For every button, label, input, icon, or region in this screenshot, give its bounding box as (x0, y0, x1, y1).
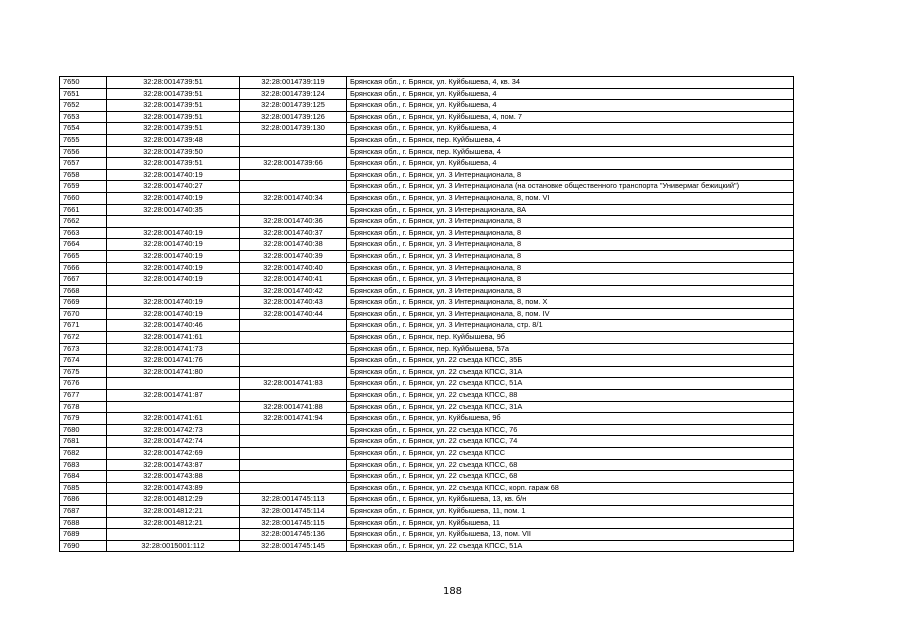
row-number-cell: 7663 (60, 227, 107, 239)
parcel-number-cell: 32:28:0014740:19 (107, 274, 240, 286)
table-row (60, 111, 794, 123)
object-number-cell: 32:28:0014739:126 (240, 111, 347, 123)
row-number-cell: 7654 (60, 123, 107, 135)
row-number-cell: 7661 (60, 204, 107, 216)
row-number-cell: 7676 (60, 378, 107, 390)
address-cell: Брянская обл., г. Брянск, ул. 3 Интернационала, 8, пом. X (347, 297, 794, 309)
parcel-number-cell: 32:28:0014740:19 (107, 250, 240, 262)
row-number-cell: 7682 (60, 448, 107, 460)
row-number-cell: 7689 (60, 529, 107, 541)
address-cell: Брянская обл., г. Брянск, ул. 22 съезда КПСС, 31А (347, 401, 794, 413)
parcel-number-cell (107, 401, 240, 413)
address-cell: Брянская обл., г. Брянск, ул. 3 Интернационала, 8, пом. VI (347, 192, 794, 204)
address-cell: Брянская обл., г. Брянск, ул. 22 съезда КПСС, 74 (347, 436, 794, 448)
object-number-cell (240, 366, 347, 378)
parcel-number-cell: 32:28:0014743:89 (107, 482, 240, 494)
row-number-cell: 7665 (60, 250, 107, 262)
parcel-number-cell: 32:28:0014741:87 (107, 390, 240, 402)
row-number-cell: 7688 (60, 517, 107, 529)
row-number-cell: 7660 (60, 192, 107, 204)
object-number-cell (240, 471, 347, 483)
row-number-cell: 7669 (60, 297, 107, 309)
table-row (60, 308, 794, 320)
object-number-cell (240, 343, 347, 355)
table-row (60, 146, 794, 158)
address-cell: Брянская обл., г. Брянск, ул. Куйбышева, 4, кв. 34 (347, 77, 794, 89)
parcel-number-cell: 32:28:0014739:50 (107, 146, 240, 158)
object-number-cell: 32:28:0014745:115 (240, 517, 347, 529)
address-cell: Брянская обл., г. Брянск, ул. Куйбышева, 4 (347, 100, 794, 112)
address-cell: Брянская обл., г. Брянск, ул. 3 Интернационала, 8 (347, 285, 794, 297)
address-cell: Брянская обл., г. Брянск, ул. 3 Интернационала, 8А (347, 204, 794, 216)
property-table-body (60, 77, 794, 552)
table-row (60, 471, 794, 483)
row-number-cell: 7667 (60, 274, 107, 286)
object-number-cell: 32:28:0014745:136 (240, 529, 347, 541)
address-cell: Брянская обл., г. Брянск, ул. 3 Интернационала, 8, пом. IV (347, 308, 794, 320)
parcel-number-cell: 32:28:0014740:19 (107, 192, 240, 204)
table-row (60, 355, 794, 367)
parcel-number-cell: 32:28:0014743:87 (107, 459, 240, 471)
address-cell: Брянская обл., г. Брянск, ул. Куйбышева, 4 (347, 88, 794, 100)
row-number-cell: 7680 (60, 424, 107, 436)
table-row (60, 401, 794, 413)
object-number-cell (240, 459, 347, 471)
object-number-cell: 32:28:0014741:88 (240, 401, 347, 413)
row-number-cell: 7686 (60, 494, 107, 506)
table-row (60, 285, 794, 297)
object-number-cell: 32:28:0014740:41 (240, 274, 347, 286)
object-number-cell: 32:28:0014740:34 (240, 192, 347, 204)
row-number-cell: 7655 (60, 134, 107, 146)
table-row (60, 320, 794, 332)
row-number-cell: 7658 (60, 169, 107, 181)
table-row (60, 540, 794, 552)
table-row (60, 436, 794, 448)
row-number-cell: 7681 (60, 436, 107, 448)
address-cell: Брянская обл., г. Брянск, ул. 3 Интернационала, стр. 8/1 (347, 320, 794, 332)
parcel-number-cell (107, 529, 240, 541)
table-row (60, 181, 794, 193)
parcel-number-cell: 32:28:0014739:51 (107, 123, 240, 135)
table-row (60, 100, 794, 112)
row-number-cell: 7677 (60, 390, 107, 402)
table-row (60, 134, 794, 146)
parcel-number-cell (107, 285, 240, 297)
address-cell: Брянская обл., г. Брянск, ул. 22 съезда КПСС, 35Б (347, 355, 794, 367)
row-number-cell: 7684 (60, 471, 107, 483)
parcel-number-cell: 32:28:0014812:21 (107, 517, 240, 529)
table-row (60, 343, 794, 355)
property-table (59, 76, 794, 552)
object-number-cell: 32:28:0014740:44 (240, 308, 347, 320)
row-number-cell: 7671 (60, 320, 107, 332)
row-number-cell: 7685 (60, 482, 107, 494)
row-number-cell: 7673 (60, 343, 107, 355)
object-number-cell (240, 436, 347, 448)
address-cell: Брянская обл., г. Брянск, ул. 22 съезда КПСС, корп. гараж 68 (347, 482, 794, 494)
object-number-cell: 32:28:0014740:39 (240, 250, 347, 262)
object-number-cell (240, 482, 347, 494)
parcel-number-cell: 32:28:0015001:112 (107, 540, 240, 552)
parcel-number-cell: 32:28:0014739:48 (107, 134, 240, 146)
address-cell: Брянская обл., г. Брянск, ул. Куйбышева, 4 (347, 123, 794, 135)
address-cell: Брянская обл., г. Брянск, пер. Куйбышева, 4 (347, 146, 794, 158)
table-row (60, 250, 794, 262)
parcel-number-cell: 32:28:0014740:46 (107, 320, 240, 332)
row-number-cell: 7679 (60, 413, 107, 425)
parcel-number-cell: 32:28:0014741:80 (107, 366, 240, 378)
row-number-cell: 7683 (60, 459, 107, 471)
parcel-number-cell: 32:28:0014741:61 (107, 413, 240, 425)
address-cell: Брянская обл., г. Брянск, ул. 3 Интернационала, 8 (347, 250, 794, 262)
object-number-cell: 32:28:0014745:145 (240, 540, 347, 552)
parcel-number-cell: 32:28:0014742:74 (107, 436, 240, 448)
object-number-cell (240, 134, 347, 146)
row-number-cell: 7666 (60, 262, 107, 274)
object-number-cell: 32:28:0014740:38 (240, 239, 347, 251)
table-row (60, 529, 794, 541)
parcel-number-cell: 32:28:0014741:76 (107, 355, 240, 367)
address-cell: Брянская обл., г. Брянск, ул. 22 съезда КПСС, 31А (347, 366, 794, 378)
object-number-cell (240, 355, 347, 367)
row-number-cell: 7678 (60, 401, 107, 413)
row-number-cell: 7651 (60, 88, 107, 100)
object-number-cell: 32:28:0014740:42 (240, 285, 347, 297)
object-number-cell: 32:28:0014739:66 (240, 158, 347, 170)
row-number-cell: 7664 (60, 239, 107, 251)
row-number-cell: 7675 (60, 366, 107, 378)
row-number-cell: 7659 (60, 181, 107, 193)
address-cell: Брянская обл., г. Брянск, ул. Куйбышева, 13, пом. VII (347, 529, 794, 541)
object-number-cell (240, 332, 347, 344)
parcel-number-cell: 32:28:0014740:19 (107, 262, 240, 274)
table-row (60, 448, 794, 460)
table-row (60, 123, 794, 135)
object-number-cell: 32:28:0014745:114 (240, 505, 347, 517)
object-number-cell (240, 204, 347, 216)
parcel-number-cell: 32:28:0014742:69 (107, 448, 240, 460)
address-cell: Брянская обл., г. Брянск, ул. 22 съезда КПСС, 68 (347, 471, 794, 483)
object-number-cell: 32:28:0014739:124 (240, 88, 347, 100)
address-cell: Брянская обл., г. Брянск, ул. 3 Интернационала, 8 (347, 274, 794, 286)
parcel-number-cell: 32:28:0014740:19 (107, 169, 240, 181)
address-cell: Брянская обл., г. Брянск, ул. Куйбышева, 11 (347, 517, 794, 529)
object-number-cell: 32:28:0014739:119 (240, 77, 347, 89)
address-cell: Брянская обл., г. Брянск, ул. 22 съезда КПСС, 51А (347, 378, 794, 390)
parcel-number-cell: 32:28:0014740:19 (107, 227, 240, 239)
address-cell: Брянская обл., г. Брянск, ул. 3 Интернационала, 8 (347, 239, 794, 251)
table-row (60, 158, 794, 170)
table-row (60, 297, 794, 309)
parcel-number-cell (107, 216, 240, 228)
object-number-cell (240, 320, 347, 332)
parcel-number-cell: 32:28:0014739:51 (107, 100, 240, 112)
object-number-cell (240, 448, 347, 460)
row-number-cell: 7670 (60, 308, 107, 320)
address-cell: Брянская обл., г. Брянск, ул. 3 Интернационала (на остановке общественного транспорта "Универмаг бежицкий") (347, 181, 794, 193)
table-row (60, 239, 794, 251)
row-number-cell: 7668 (60, 285, 107, 297)
parcel-number-cell: 32:28:0014739:51 (107, 158, 240, 170)
parcel-number-cell: 32:28:0014743:88 (107, 471, 240, 483)
object-number-cell: 32:28:0014739:130 (240, 123, 347, 135)
address-cell: Брянская обл., г. Брянск, ул. 22 съезда КПСС, 76 (347, 424, 794, 436)
table-row (60, 413, 794, 425)
address-cell: Брянская обл., г. Брянск, ул. 22 съезда КПСС, 88 (347, 390, 794, 402)
table-row (60, 505, 794, 517)
object-number-cell (240, 146, 347, 158)
table-row (60, 517, 794, 529)
parcel-number-cell: 32:28:0014740:19 (107, 239, 240, 251)
object-number-cell: 32:28:0014745:113 (240, 494, 347, 506)
row-number-cell: 7652 (60, 100, 107, 112)
row-number-cell: 7674 (60, 355, 107, 367)
table-row (60, 378, 794, 390)
parcel-number-cell (107, 378, 240, 390)
parcel-number-cell: 32:28:0014741:73 (107, 343, 240, 355)
parcel-number-cell: 32:28:0014740:27 (107, 181, 240, 193)
object-number-cell: 32:28:0014741:83 (240, 378, 347, 390)
table-row (60, 494, 794, 506)
table-row (60, 366, 794, 378)
parcel-number-cell: 32:28:0014740:35 (107, 204, 240, 216)
table-row (60, 459, 794, 471)
object-number-cell: 32:28:0014740:37 (240, 227, 347, 239)
parcel-number-cell: 32:28:0014739:51 (107, 88, 240, 100)
object-number-cell: 32:28:0014740:36 (240, 216, 347, 228)
address-cell: Брянская обл., г. Брянск, пер. Куйбышева, 4 (347, 134, 794, 146)
object-number-cell (240, 390, 347, 402)
table-row (60, 216, 794, 228)
address-cell: Брянская обл., г. Брянск, ул. 3 Интернационала, 8 (347, 227, 794, 239)
object-number-cell: 32:28:0014739:125 (240, 100, 347, 112)
object-number-cell (240, 169, 347, 181)
address-cell: Брянская обл., г. Брянск, ул. Куйбышева, 13, кв. б/н (347, 494, 794, 506)
object-number-cell: 32:28:0014741:94 (240, 413, 347, 425)
address-cell: Брянская обл., г. Брянск, пер. Куйбышева, 57а (347, 343, 794, 355)
table-row (60, 274, 794, 286)
row-number-cell: 7653 (60, 111, 107, 123)
address-cell: Брянская обл., г. Брянск, ул. Куйбышева, 9б (347, 413, 794, 425)
parcel-number-cell: 32:28:0014739:51 (107, 111, 240, 123)
parcel-number-cell: 32:28:0014739:51 (107, 77, 240, 89)
parcel-number-cell: 32:28:0014812:29 (107, 494, 240, 506)
address-cell: Брянская обл., г. Брянск, ул. Куйбышева, 11, пом. 1 (347, 505, 794, 517)
address-cell: Брянская обл., г. Брянск, ул. 22 съезда КПСС (347, 448, 794, 460)
table-row (60, 424, 794, 436)
object-number-cell: 32:28:0014740:43 (240, 297, 347, 309)
table-row (60, 192, 794, 204)
address-cell: Брянская обл., г. Брянск, пер. Куйбышева, 9б (347, 332, 794, 344)
address-cell: Брянская обл., г. Брянск, ул. 3 Интернационала, 8 (347, 216, 794, 228)
table-row (60, 88, 794, 100)
parcel-number-cell: 32:28:0014740:19 (107, 308, 240, 320)
object-number-cell: 32:28:0014740:40 (240, 262, 347, 274)
table-row (60, 204, 794, 216)
table-row (60, 262, 794, 274)
parcel-number-cell: 32:28:0014740:19 (107, 297, 240, 309)
address-cell: Брянская обл., г. Брянск, ул. Куйбышева, 4 (347, 158, 794, 170)
table-row (60, 482, 794, 494)
row-number-cell: 7656 (60, 146, 107, 158)
row-number-cell: 7672 (60, 332, 107, 344)
parcel-number-cell: 32:28:0014812:21 (107, 505, 240, 517)
object-number-cell (240, 424, 347, 436)
parcel-number-cell: 32:28:0014741:61 (107, 332, 240, 344)
table-row (60, 332, 794, 344)
table-row (60, 169, 794, 181)
table-row (60, 390, 794, 402)
parcel-number-cell: 32:28:0014742:73 (107, 424, 240, 436)
address-cell: Брянская обл., г. Брянск, ул. 3 Интернационала, 8 (347, 169, 794, 181)
address-cell: Брянская обл., г. Брянск, ул. Куйбышева, 4, пом. 7 (347, 111, 794, 123)
address-cell: Брянская обл., г. Брянск, ул. 22 съезда КПСС, 51А (347, 540, 794, 552)
page-number: 188 (442, 586, 463, 597)
address-cell: Брянская обл., г. Брянск, ул. 22 съезда КПСС, 68 (347, 459, 794, 471)
address-cell: Брянская обл., г. Брянск, ул. 3 Интернационала, 8 (347, 262, 794, 274)
row-number-cell: 7650 (60, 77, 107, 89)
row-number-cell: 7687 (60, 505, 107, 517)
row-number-cell: 7657 (60, 158, 107, 170)
object-number-cell (240, 181, 347, 193)
table-row (60, 77, 794, 89)
row-number-cell: 7690 (60, 540, 107, 552)
table-row (60, 227, 794, 239)
row-number-cell: 7662 (60, 216, 107, 228)
